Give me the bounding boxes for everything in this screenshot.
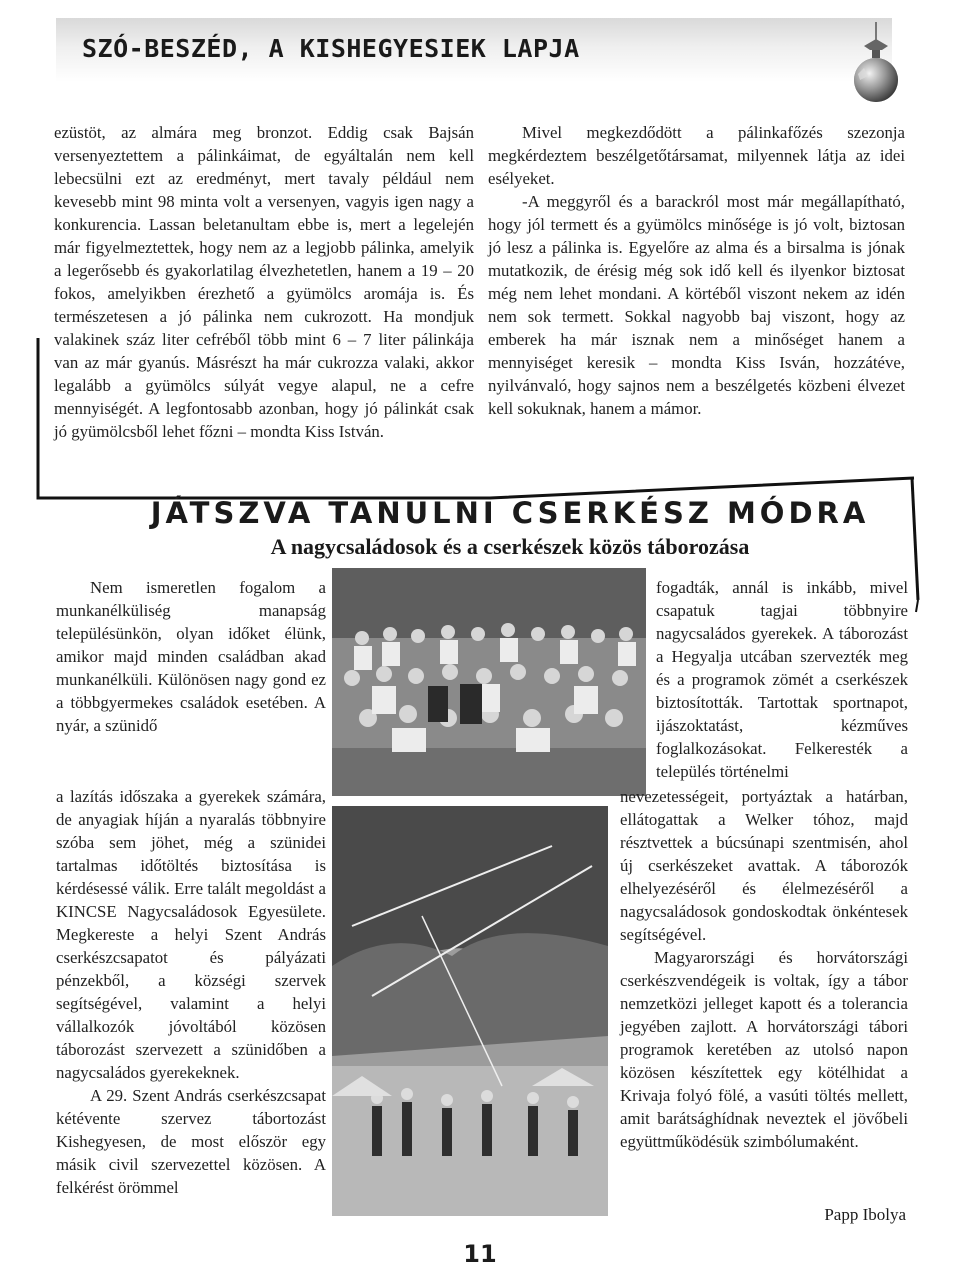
article1-right-paragraph-1: Mivel megkezdődött a pálinkafőzés szezonja megkérdeztem beszélgetőtársamat, milyennek látja az idei esélyeket. xyxy=(488,123,905,188)
article2-right-column-narrow xyxy=(656,576,908,783)
article1-right-paragraph-2: -A meggyről és a barackról most már megállapítható, hogy jól termett és a gyümölcs minősége is jó volt, biztosan jó lesz a pálinka is. Egyelőre az alma és a birsalma is jónak mutatkozik, de érésig még sok idő kell és ilyenkor biztosat még nem lehet mondani. A körtéből viszont nekem az idén nem sok termett. Sokkal nagyobb baj viszont, hogy az emberek ha már isznak nem a minőséget hanem a mennyiséget keresik – mondta Kiss Isván, hozzátéve, nyilvánvaló, hogy sajnos nem a beszélgetés közbeni élvezet kell sokuknak, hanem a mámor. xyxy=(488,192,905,418)
group-photo xyxy=(332,568,646,796)
article2-right-paragraph-1a: fogadták, annál is inkább, mivel csapatuk tagjai többnyire nagycsaládos gyerekek. A táborozást a Hegyalja utcában szervezték meg és a programok zömét a cserkészek biztosították. Tartottak sportnapot, ijászoktatást, kézműves foglalkozásokat. Felkeresték a település történelmi xyxy=(656,578,908,781)
masthead: SZÓ-BESZÉD, A KISHEGYESIEK LAPJA xyxy=(82,34,580,63)
article2-subtitle: A nagycsaládosok és a cserkészek közös táborozása xyxy=(270,534,750,559)
article2-right-paragraph-2: Magyarországi és horvátországi cserkészvendégeik is voltak, így a tábor nemzetközi jelleget kapott és a tolerancia jegyében zajlott. A horvátországi tábori programok keretében az utolsó napon közösen készítettek egy kötélhidat a Krivaja folyó fölé, a vasúti töltés mellett, amit barátsághídnak neveztek el jövőbeli együttműködésük szimbólumaként. xyxy=(620,948,908,1151)
article2-left-column-narrow xyxy=(56,576,326,737)
article2-left-column xyxy=(56,785,326,1199)
page-number: 11 xyxy=(463,1240,497,1268)
article2-right-paragraph-1b: nevezetességeit, portyáztak a határban, ellátogattak a Welker tóhoz, majd résztvettek a búcsúnapi szentmisén, ahol új cserkészeket avattak. A táborozók elhelyezéséről és élelmezéséről a nagycsaládosok gondoskodtak önkéntesek segítségével. xyxy=(620,787,908,944)
article2-left-paragraph-2: A 29. Szent András cserkészcsapat kétévente szervez tábortozást Kishegyesen, de most először egy másik civil szervezettel közösen. A felkérést örömmel xyxy=(56,1086,326,1197)
article2-right-column xyxy=(620,785,908,1153)
article2-left-paragraph-1b: a lazítás időszaka a gyerekek számára, de anyagiak híján a nyaralás többnyire szóba sem jöhet, még a szünidei tartalmas időtöltés biztosítása is kérdésessé válik. Erre talált megoldást a KINCSE Nagycsaládosok Egyesülete. Megkereste a helyi Szent András cserkészcsapatot és pályázati pénzekből, a községi szervek segítségével, valamint a helyi vállalkozók jóvoltából közösen táborozást szervezett a szünidőben a nagycsaládos gyerekeknek. xyxy=(56,787,326,1082)
article2-left-paragraph-1a: Nem ismeretlen fogalom a munkanélküliség manapság településünkön, olyan időket élünk, amikor majd minden családban akad munkanélküli. Különösen nagy gond ez a többgyermekes családok esetében. A nyár, a szünidő xyxy=(56,578,326,735)
article1-left-paragraph: ezüstöt, az almára meg bronzot. Eddig csak Bajsán versenyeztettem a pálinkáimat, de egyáltalán nem kell lebecsülni ezt az eredményt, mert tavaly például nem kevesebb mint 98 minta volt a versenyen, vagyis igen nagy a konkurencia. Lassan beletanultam ebbe is, mert a legelején már figyelmeztettek, hogy nem az a legjobb pálinka, amelyik a legerősebb és gyakorlatilag élvezhetetlen, hanem a 19 – 20 fokos, amelyikben érezhető a gyümölcs aromája is. És természetesen a jó pálinka nem cukrozott. Ha mondjuk valakinek száz liter cefréből több mint 6 – 7 liter pálinkája van az már gyanús. Másrészt ha már cukrozza valaki, akkor legalább a gyümölcs súlyát vegye alapul, ne a cefre mennyiségét. A legfontosabb azonban, hogy jó pálinkát csak jó gyümölcsből lehet főzni – mondta Kiss István. xyxy=(54,123,474,441)
article2-title: JÁTSZVA TANULNI CSERKÉSZ MÓDRA xyxy=(150,496,870,530)
rope-bridge-photo xyxy=(332,806,608,1216)
author-signature: Papp Ibolya xyxy=(824,1205,906,1224)
